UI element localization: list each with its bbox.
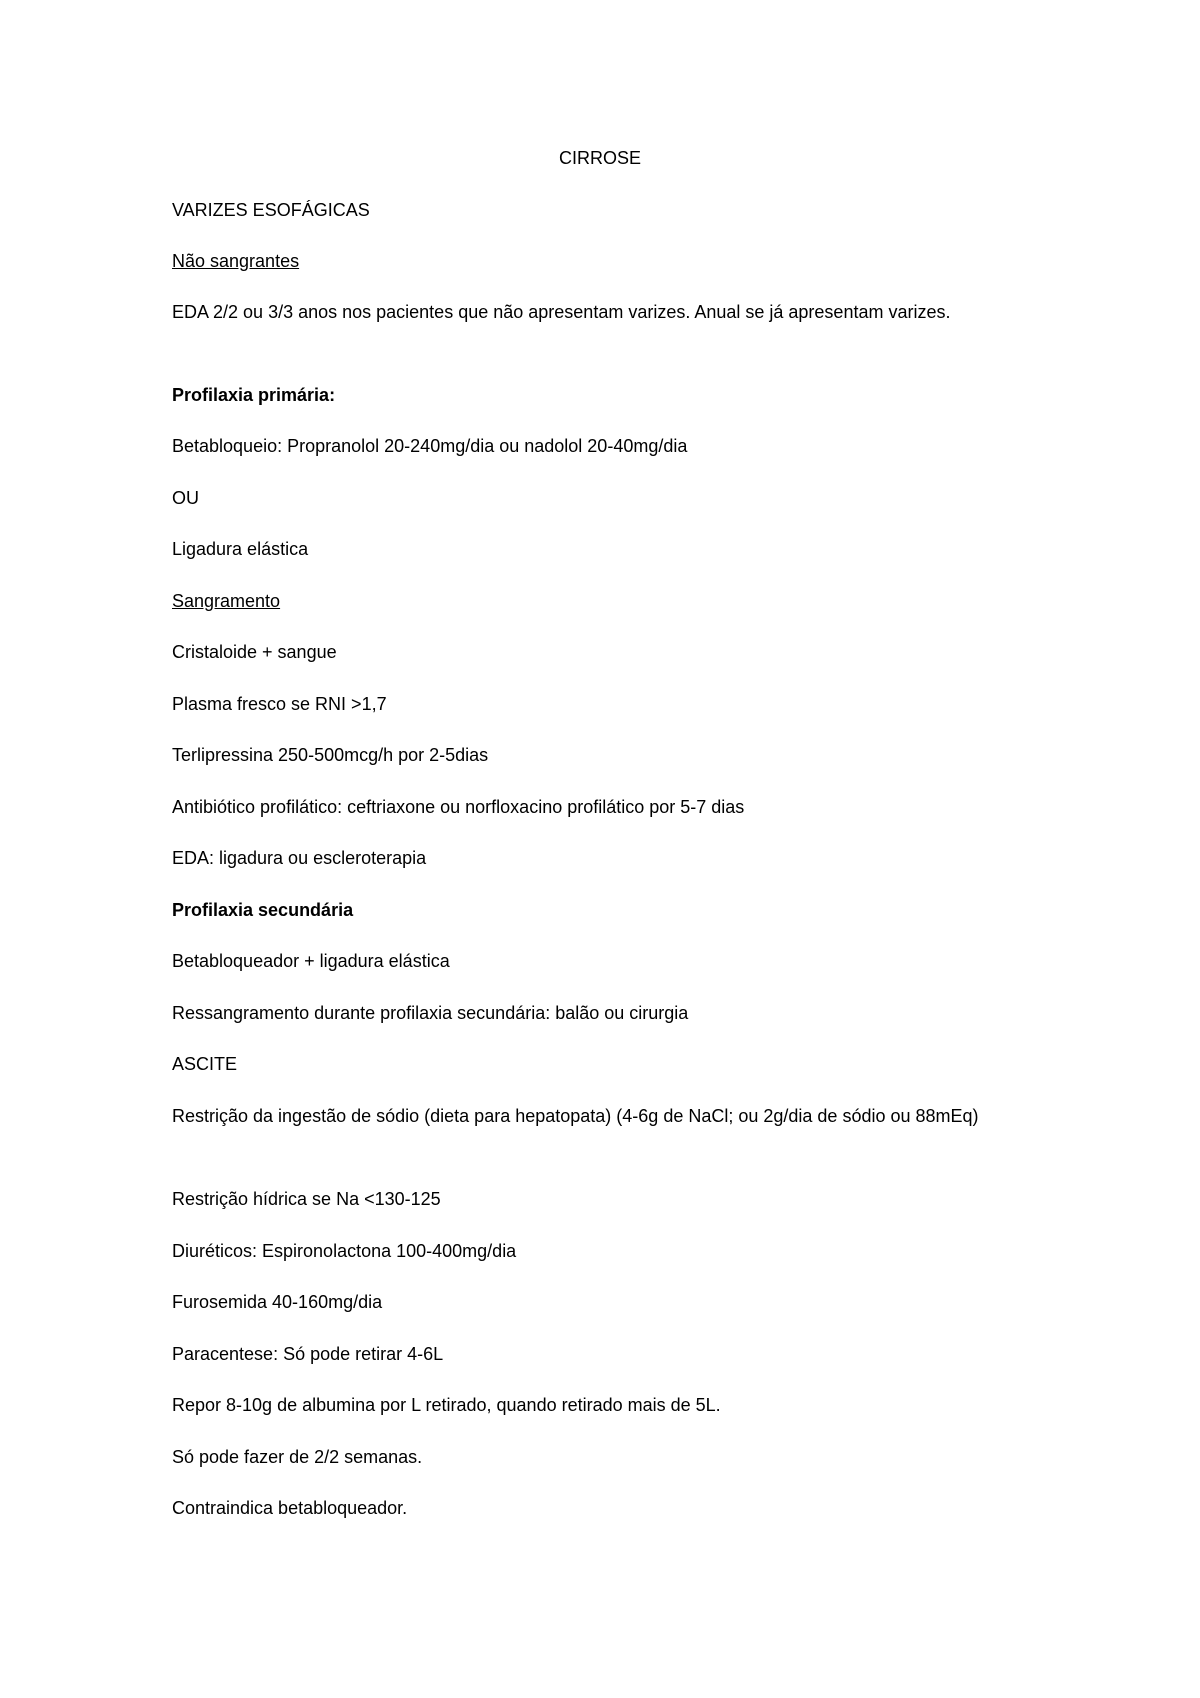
paragraph-restricao-hidrica: Restrição hídrica se Na <130-125 [172, 1189, 441, 1209]
paragraph-betabloqueador-ligadura: Betabloqueador + ligadura elástica [172, 951, 450, 971]
paragraph-betabloqueio: Betabloqueio: Propranolol 20-240mg/dia ou nadolol 20-40mg/dia [172, 436, 688, 456]
paragraph-ressangramento: Ressangramento durante profilaxia secundária: balão ou cirurgia [172, 1003, 689, 1023]
paragraph-diureticos: Diuréticos: Espironolactona 100-400mg/dia [172, 1241, 517, 1261]
paragraph-paracentese: Paracentese: Só pode retirar 4-6L [172, 1344, 444, 1364]
paragraph-terlipressina: Terlipressina 250-500mcg/h por 2-5dias [172, 745, 489, 765]
section-heading-ascite: ASCITE [172, 1054, 238, 1074]
heading-profilaxia-secundaria: Profilaxia secundária [172, 900, 354, 920]
paragraph-ligadura-elastica: Ligadura elástica [172, 539, 309, 559]
subheading-sangramento: Sangramento [172, 591, 281, 611]
section-heading-varizes: VARIZES ESOFÁGICAS [172, 200, 370, 220]
paragraph-repor-albumina: Repor 8-10g de albumina por L retirado, quando retirado mais de 5L. [172, 1395, 721, 1415]
heading-profilaxia-primaria: Profilaxia primária: [172, 385, 336, 405]
paragraph-eda-frequency: EDA 2/2 ou 3/3 anos nos pacientes que não apresentam varizes. Anual se já apresentam varizes. [172, 302, 951, 322]
paragraph-cristaloide: Cristaloide + sangue [172, 642, 337, 662]
document-title: CIRROSE [558, 148, 641, 168]
paragraph-contraindica: Contraindica betabloqueador. [172, 1498, 408, 1518]
paragraph-ou: OU [172, 488, 199, 508]
paragraph-plasma-fresco: Plasma fresco se RNI >1,7 [172, 694, 387, 714]
paragraph-so-pode-fazer: Só pode fazer de 2/2 semanas. [172, 1447, 423, 1467]
paragraph-antibiotico: Antibiótico profilático: ceftriaxone ou norfloxacino profilático por 5-7 dias [172, 797, 745, 817]
paragraph-eda-ligadura: EDA: ligadura ou escleroterapia [172, 848, 427, 868]
subheading-nao-sangrantes: Não sangrantes [172, 251, 300, 271]
paragraph-restricao-sodio: Restrição da ingestão de sódio (dieta para hepatopata) (4-6g de NaCl; ou 2g/dia de sódio ou 88mEq) [172, 1106, 979, 1126]
paragraph-furosemida: Furosemida 40-160mg/dia [172, 1292, 383, 1312]
